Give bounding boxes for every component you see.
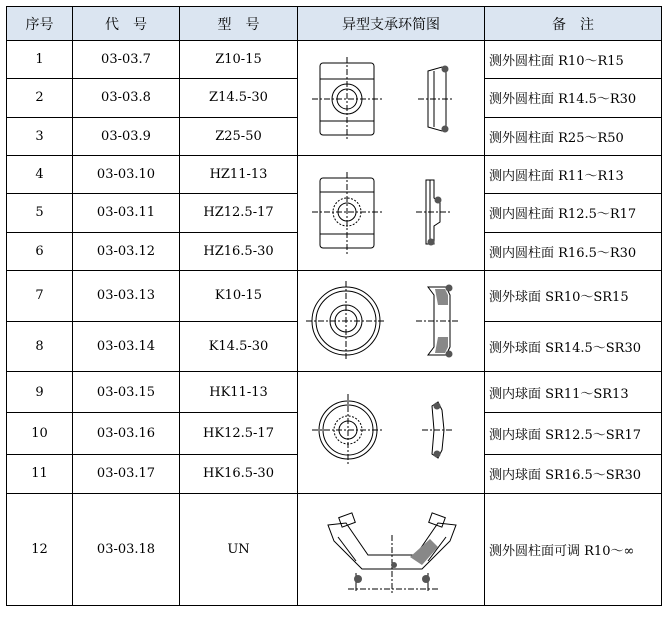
cell-code: 03-03.15 (73, 372, 180, 413)
table-row (7, 372, 662, 413)
diagram-cylinder-inner (298, 156, 485, 271)
cell-note: 测外球面 SR14.5～SR30 (485, 321, 662, 372)
cell-code: 03-03.11 (73, 194, 180, 232)
cell-code: 03-03.8 (73, 79, 180, 117)
cell-code: 03-03.13 (73, 271, 180, 322)
cell-note: 测内球面 SR12.5～SR17 (485, 413, 662, 454)
cell-model: HK12.5-17 (180, 413, 298, 454)
table-row (7, 156, 662, 194)
cell-code: 03-03.10 (73, 156, 180, 194)
cell-model: Z25-50 (180, 117, 298, 155)
cylinder-outer-ring-drawing (298, 41, 484, 155)
cell-note: 测外圆柱面 R14.5～R30 (485, 79, 662, 117)
cell-no: 3 (7, 117, 73, 155)
cell-note: 测内圆柱面 R12.5～R17 (485, 194, 662, 232)
cell-code: 03-03.12 (73, 232, 180, 270)
cell-note: 测外圆柱面可调 R10～∞ (485, 494, 662, 606)
header-diagram: 异型支承环简图 (298, 7, 485, 41)
cell-no: 5 (7, 194, 73, 232)
cell-note: 测外圆柱面 R25～R50 (485, 117, 662, 155)
cell-model: K10-15 (180, 271, 298, 322)
cell-no: 12 (7, 494, 73, 606)
table-row (7, 271, 662, 322)
cell-code: 03-03.16 (73, 413, 180, 454)
cell-no: 8 (7, 321, 73, 372)
cell-code: 03-03.18 (73, 494, 180, 606)
header-row (7, 7, 662, 41)
cell-model: Z10-15 (180, 41, 298, 79)
adjustable-support-drawing (298, 495, 484, 605)
header-model: 型 号 (180, 7, 298, 41)
cell-note: 测内圆柱面 R11～R13 (485, 156, 662, 194)
cell-code: 03-03.17 (73, 454, 180, 493)
cell-code: 03-03.14 (73, 321, 180, 372)
cell-no: 9 (7, 372, 73, 413)
table-row (7, 41, 662, 79)
cell-model: HZ12.5-17 (180, 194, 298, 232)
header-no: 序号 (7, 7, 73, 41)
diagram-adjustable (298, 494, 485, 606)
cell-note: 测外球面 SR10～SR15 (485, 271, 662, 322)
cell-code: 03-03.9 (73, 117, 180, 155)
cell-model: UN (180, 494, 298, 606)
cell-model: Z14.5-30 (180, 79, 298, 117)
cell-no: 6 (7, 232, 73, 270)
cell-model: K14.5-30 (180, 321, 298, 372)
cell-no: 7 (7, 271, 73, 322)
support-ring-table (6, 6, 662, 606)
diagram-sphere-inner (298, 372, 485, 494)
sphere-outer-ring-drawing (298, 271, 484, 371)
cell-no: 2 (7, 79, 73, 117)
sphere-inner-ring-drawing (298, 372, 484, 493)
cell-note: 测内圆柱面 R16.5～R30 (485, 232, 662, 270)
cell-model: HZ11-13 (180, 156, 298, 194)
diagram-sphere-outer (298, 271, 485, 372)
cell-no: 10 (7, 413, 73, 454)
cell-code: 03-03.7 (73, 41, 180, 79)
cell-note: 测内球面 SR11～SR13 (485, 372, 662, 413)
cell-no: 1 (7, 41, 73, 79)
diagram-cylinder-outer (298, 41, 485, 156)
cell-no: 4 (7, 156, 73, 194)
cell-no: 11 (7, 454, 73, 493)
cell-model: HZ16.5-30 (180, 232, 298, 270)
header-note: 备 注 (485, 7, 662, 41)
cell-model: HK16.5-30 (180, 454, 298, 493)
header-code: 代 号 (73, 7, 180, 41)
cylinder-inner-ring-drawing (298, 156, 484, 270)
cell-note: 测内球面 SR16.5～SR30 (485, 454, 662, 493)
cell-note: 测外圆柱面 R10～R15 (485, 41, 662, 79)
table-row (7, 494, 662, 606)
cell-model: HK11-13 (180, 372, 298, 413)
